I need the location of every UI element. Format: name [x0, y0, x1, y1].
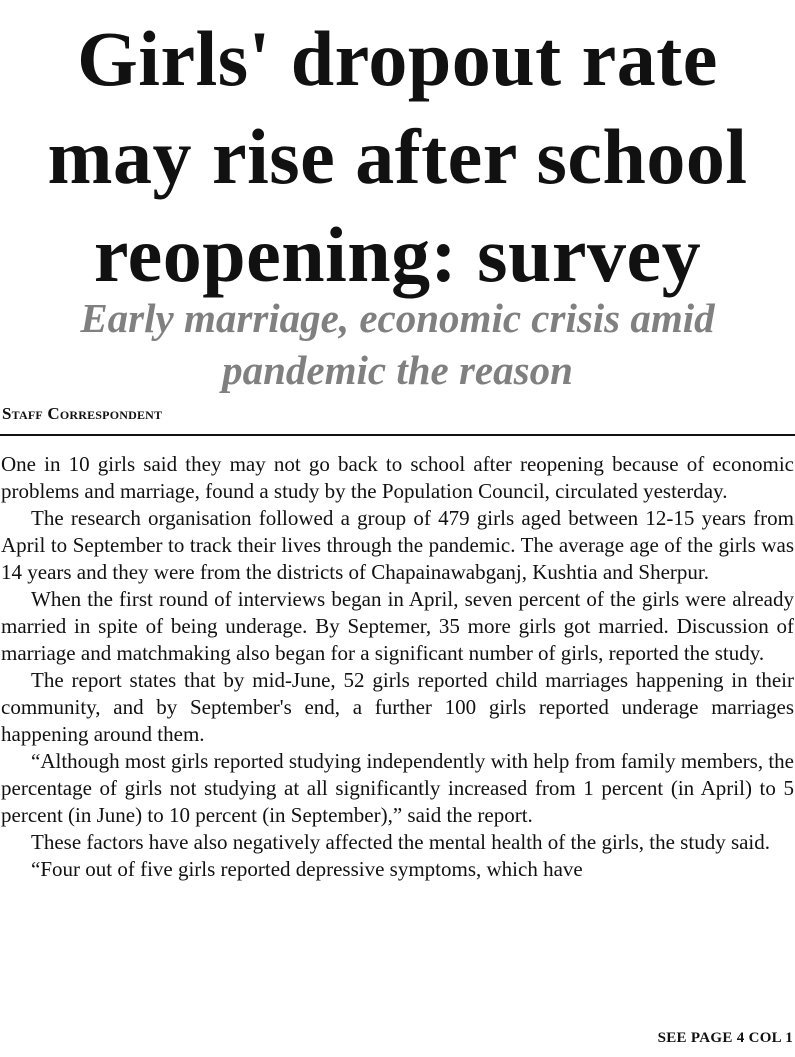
paragraph-6: These factors have also negatively affected the mental health of the girls, the study said. [31, 830, 771, 854]
paragraph-7: “Four out of five girls reported depressive symptoms, which have [31, 857, 583, 881]
paragraph-3: When the first round of interviews began in April, seven percent of the girls were already married in spite of being underage. By Septemer, 35 more girls got married. Discussion of marriage and matchmaking also began for a significant number of girls, reported the study. [1, 587, 794, 665]
paragraph-5: “Although most girls reported studying independently with help from family members, the percentage of girls not studying at all significantly increased from 1 percent (in April) to 5 percent (in June) to 10 percent (in September),” said the report. [1, 749, 794, 827]
paragraph-2: The research organisation followed a group of 479 girls aged between 12-15 years from April to September to track their lives through the pandemic. The average age of the girls was 14 years and they were from the districts of Chapainawabganj, Kushtia and Sherpur. [1, 506, 794, 584]
article-body [1, 451, 794, 883]
paragraph-4: The report states that by mid-June, 52 girls reported child marriages happening in their community, and by September's end, a further 100 girls reported underage marriages happening around them. [1, 668, 794, 746]
subheadline: Early marriage, economic crisis amid pandemic the reason [80, 295, 715, 393]
headline: Girls' dropout rate may rise after school reopening: survey [47, 15, 748, 298]
continuation-jump-line: SEE PAGE 4 COL 1 [657, 1030, 793, 1046]
byline-divider [0, 434, 795, 436]
byline: Staff Correspondent [2, 404, 163, 423]
paragraph-1: One in 10 girls said they may not go back to school after reopening because of economic problems and marriage, found a study by the Population Council, circulated yesterday. [1, 452, 794, 503]
